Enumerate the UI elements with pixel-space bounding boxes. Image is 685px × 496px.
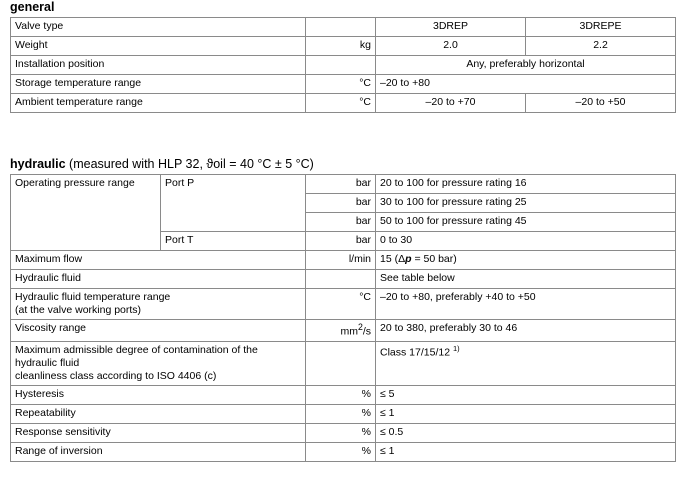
table-row <box>11 341 676 385</box>
hyd-row-value-main: Class 17/15/12 <box>380 346 453 359</box>
hyd-row-value: ≤ 5 <box>376 386 676 405</box>
hyd-row-label-line1: Maximum admissible degree of contamination of the hydraulic fluid <box>15 343 258 369</box>
hyd-row-sublabel: Port T <box>161 232 306 251</box>
hydraulic-section-title <box>0 157 685 174</box>
hyd-row-unit: bar <box>306 213 376 232</box>
hyd-row-unit: bar <box>306 194 376 213</box>
general-row-label: Valve type <box>11 18 306 37</box>
table-row <box>11 270 676 289</box>
hyd-row-sublabel <box>161 213 306 232</box>
hyd-row-label <box>11 194 161 213</box>
hyd-row-label: Response sensitivity <box>11 424 306 443</box>
general-section-title: general <box>10 0 55 14</box>
general-row-unit: kg <box>306 37 376 56</box>
hydraulic-title-bold: hydraulic <box>10 157 66 171</box>
table-row <box>11 443 676 462</box>
hyd-row-label: Repeatability <box>11 405 306 424</box>
general-row-value-1: 2.0 <box>376 37 526 56</box>
general-row-value-1: 3DREP <box>376 18 526 37</box>
general-row-value-1: –20 to +70 <box>376 94 526 113</box>
general-table <box>10 17 676 113</box>
general-row-value-2: 2.2 <box>526 37 676 56</box>
table-row <box>11 213 676 232</box>
table-row <box>11 75 676 94</box>
hydraulic-title-rest: (measured with HLP 32, ϑ <box>65 157 214 171</box>
table-row <box>11 232 676 251</box>
general-row-label: Installation position <box>11 56 306 75</box>
section-spacer <box>0 113 685 157</box>
hyd-row-value-footnote: 1) <box>452 343 460 353</box>
hyd-row-label: Range of inversion <box>11 443 306 462</box>
hyd-row-unit <box>306 341 376 385</box>
general-row-value-1: Any, preferably horizontal <box>376 56 676 75</box>
hyd-row-sublabel <box>161 194 306 213</box>
hyd-row-value: ≤ 1 <box>376 405 676 424</box>
hyd-row-unit: % <box>306 424 376 443</box>
general-row-unit <box>306 18 376 37</box>
hyd-row-value: 20 to 100 for pressure rating 16 <box>376 175 676 194</box>
hyd-row-unit: bar <box>306 232 376 251</box>
table-row <box>11 320 676 342</box>
table-row <box>11 56 676 75</box>
hyd-row-value: 15 (Δp = 50 bar) <box>376 251 676 270</box>
general-row-value-2: 3DREPE <box>526 18 676 37</box>
general-row-value-1: –20 to +80 <box>376 75 676 94</box>
hyd-row-unit: bar <box>306 175 376 194</box>
table-row <box>11 175 676 194</box>
table-row <box>11 18 676 37</box>
hyd-row-label-line2: cleanliness class according to ISO 4406 (c) <box>15 370 217 383</box>
hyd-row-unit <box>306 270 376 289</box>
hyd-row-label <box>11 341 306 385</box>
hyd-row-value: 0 to 30 <box>376 232 676 251</box>
hyd-row-unit: l/min <box>306 251 376 270</box>
hyd-row-label: Maximum flow <box>11 251 306 270</box>
table-row <box>11 94 676 113</box>
table-row <box>11 386 676 405</box>
general-row-unit: °C <box>306 75 376 94</box>
general-row-label: Weight <box>11 37 306 56</box>
general-row-unit <box>306 56 376 75</box>
hyd-row-label <box>11 232 161 251</box>
hyd-row-unit: % <box>306 443 376 462</box>
hyd-row-value: 30 to 100 for pressure rating 25 <box>376 194 676 213</box>
table-row <box>11 194 676 213</box>
hyd-row-value: ≤ 1 <box>376 443 676 462</box>
table-row <box>11 405 676 424</box>
general-row-value-2: –20 to +50 <box>526 94 676 113</box>
hyd-row-value: 20 to 380, preferably 30 to 46 <box>376 320 676 342</box>
general-row-label: Storage temperature range <box>11 75 306 94</box>
hydraulic-title-end: = 40 °C ± 5 °C) <box>225 157 314 171</box>
hyd-row-label: Viscosity range <box>11 320 306 342</box>
hyd-row-value: See table below <box>376 270 676 289</box>
hyd-row-unit: °C <box>306 289 376 320</box>
hyd-row-label: Operating pressure range <box>11 175 161 194</box>
table-row <box>11 251 676 270</box>
hyd-row-label-line2: (at the valve working ports) <box>15 304 142 317</box>
hyd-row-label <box>11 289 306 320</box>
hydraulic-title-subscript: oil <box>213 157 226 171</box>
general-row-unit: °C <box>306 94 376 113</box>
general-row-label: Ambient temperature range <box>11 94 306 113</box>
table-row <box>11 424 676 443</box>
hyd-row-label: Hydraulic fluid <box>11 270 306 289</box>
table-row <box>11 37 676 56</box>
hyd-row-label: Hysteresis <box>11 386 306 405</box>
hyd-row-label <box>11 213 161 232</box>
hyd-row-value <box>376 341 676 385</box>
hyd-row-value: –20 to +80, preferably +40 to +50 <box>376 289 676 320</box>
table-row <box>11 289 676 320</box>
hydraulic-table <box>10 174 676 462</box>
hyd-row-unit: % <box>306 386 376 405</box>
hyd-row-label-line1: Hydraulic fluid temperature range <box>15 291 171 303</box>
hyd-row-unit: % <box>306 405 376 424</box>
hyd-row-value: 50 to 100 for pressure rating 45 <box>376 213 676 232</box>
hyd-row-sublabel: Port P <box>161 175 306 194</box>
hyd-row-unit: $mm^2/s$ <box>306 320 376 342</box>
hyd-row-value: ≤ 0.5 <box>376 424 676 443</box>
